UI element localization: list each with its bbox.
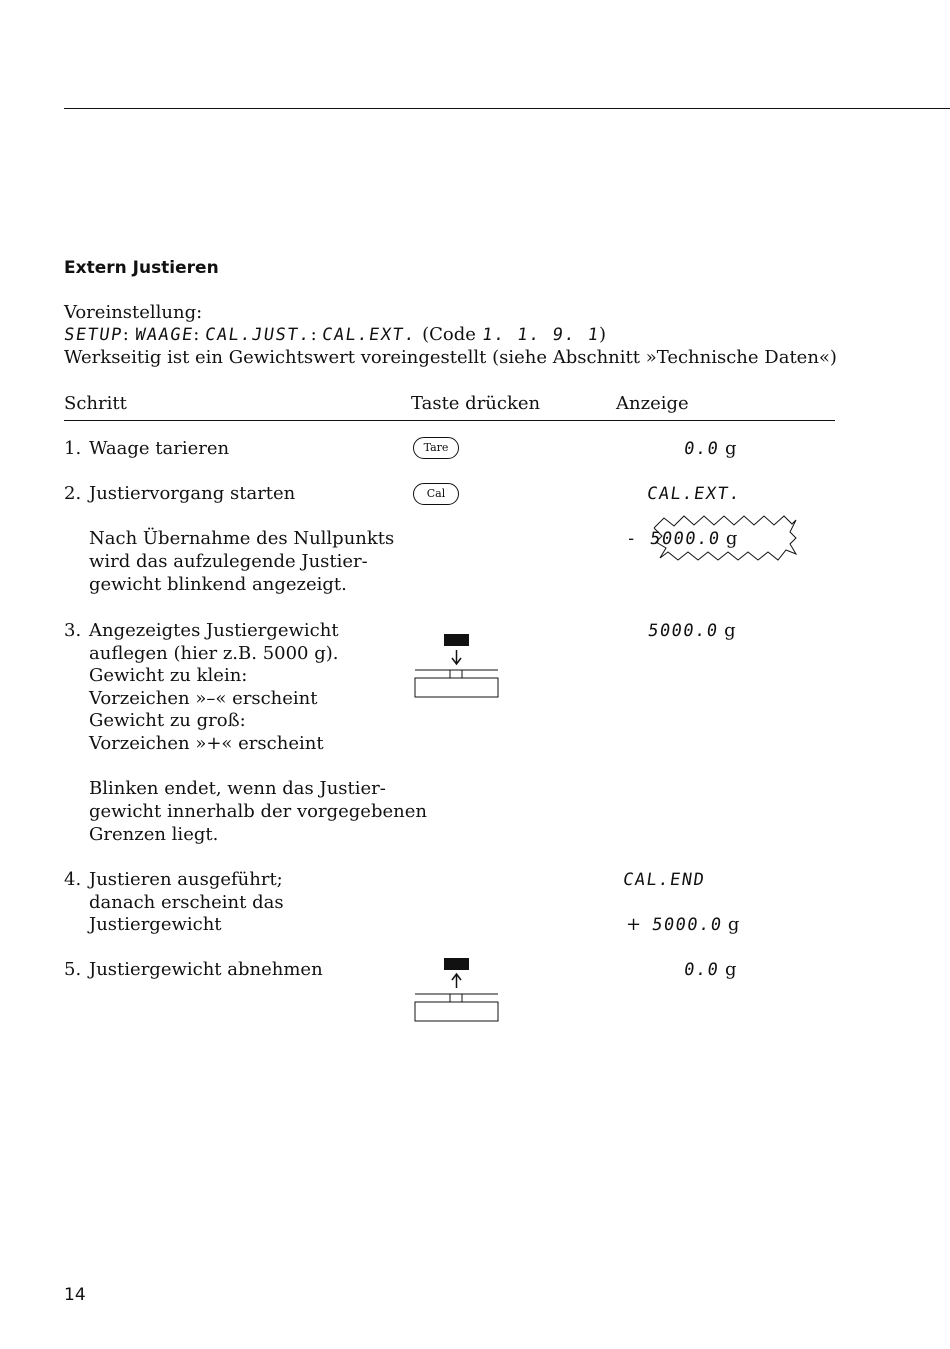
display-sign: + (626, 914, 642, 935)
unit: g (724, 620, 736, 641)
code-suffix: ) (598, 324, 606, 345)
step-1-display (684, 438, 736, 461)
step-4-line: Justiergewicht (89, 914, 222, 935)
step-2-display (647, 483, 741, 506)
step-number: 3. (64, 620, 82, 641)
step-3-line: Vorzeichen »–« erscheint (89, 688, 318, 709)
menu-cal-just: CAL.JUST. (203, 325, 313, 345)
display-value: CAL.END (621, 870, 707, 890)
remove-weight-icon (412, 956, 502, 1024)
step-4-display (623, 869, 705, 892)
step-3-line: auflegen (hier z.B. 5000 g). (89, 643, 339, 664)
place-weight-icon (412, 632, 502, 700)
menu-separator: : (193, 324, 200, 345)
step-2b-display (626, 528, 737, 551)
step-3b-line: gewicht innerhalb der vorgegebenen (89, 801, 427, 822)
unit: g (724, 959, 737, 980)
step-2-text: Justiervorgang starten (89, 483, 296, 504)
step-3-line: Angezeigtes Justiergewicht (89, 620, 339, 641)
step-4-line: Justieren ausgeführt; (89, 869, 283, 890)
tare-key[interactable]: Tare (413, 437, 459, 459)
code-prefix: (Code (422, 324, 476, 345)
step-number: 2. (64, 483, 82, 504)
step-3-line: Gewicht zu groß: (89, 710, 246, 731)
step-4-line: danach erscheint das (89, 892, 284, 913)
step-2b-line: Nach Übernahme des Nullpunkts (89, 528, 395, 549)
page-number: 14 (64, 1285, 86, 1305)
step-3-line: Gewicht zu klein: (89, 665, 248, 686)
step-2b-line: wird das aufzulegende Justier- (89, 551, 368, 572)
display-value: 5000.0 (650, 915, 724, 935)
menu-waage: WAAGE (133, 325, 195, 345)
header-rule (64, 420, 835, 421)
preset-label: Voreinstellung: (64, 302, 203, 323)
step-3-line: Vorzeichen »+« erscheint (89, 733, 324, 754)
unit: g (727, 914, 740, 935)
display-sign: - (624, 529, 640, 549)
menu-separator: : (310, 324, 317, 345)
display-value: 0.0 (682, 439, 721, 459)
display-value: 0.0 (682, 960, 721, 980)
step-number: 1. (64, 438, 82, 459)
code-value: 1. 1. 9. 1 (480, 325, 601, 345)
step-2b-line: gewicht blinkend angezeigt. (89, 574, 347, 595)
menu-separator: : (122, 324, 129, 345)
preset-menu-path (64, 324, 606, 347)
header-display: Anzeige (616, 393, 689, 414)
step-3-display (648, 620, 736, 643)
display-value: 5000.0 (646, 621, 720, 641)
unit: g (725, 528, 738, 549)
step-5-display (684, 959, 736, 982)
display-value: CAL.EXT. (645, 484, 743, 504)
menu-setup: SETUP (62, 325, 125, 345)
step-5-text: Justiergewicht abnehmen (89, 959, 323, 980)
header-step: Schritt (64, 393, 127, 414)
step-3b-line: Grenzen liegt. (89, 824, 219, 845)
step-1-text: Waage tarieren (89, 438, 230, 459)
factory-note: Werkseitig ist ein Gewichtswert voreingestellt (siehe Abschnitt »Technische Daten«) (64, 347, 837, 368)
cal-key[interactable]: Cal (413, 483, 459, 505)
unit: g (724, 438, 737, 459)
header-key: Taste drücken (411, 393, 541, 414)
display-value: 5000.0 (648, 529, 722, 549)
step-3b-line: Blinken endet, wenn das Justier- (89, 778, 386, 799)
section-title: Extern Justieren (64, 258, 219, 278)
step-4-display-weight (626, 914, 739, 937)
step-number: 4. (64, 869, 82, 890)
top-rule (64, 108, 950, 109)
menu-cal-ext: CAL.EXT. (321, 325, 418, 345)
step-number: 5. (64, 959, 82, 980)
